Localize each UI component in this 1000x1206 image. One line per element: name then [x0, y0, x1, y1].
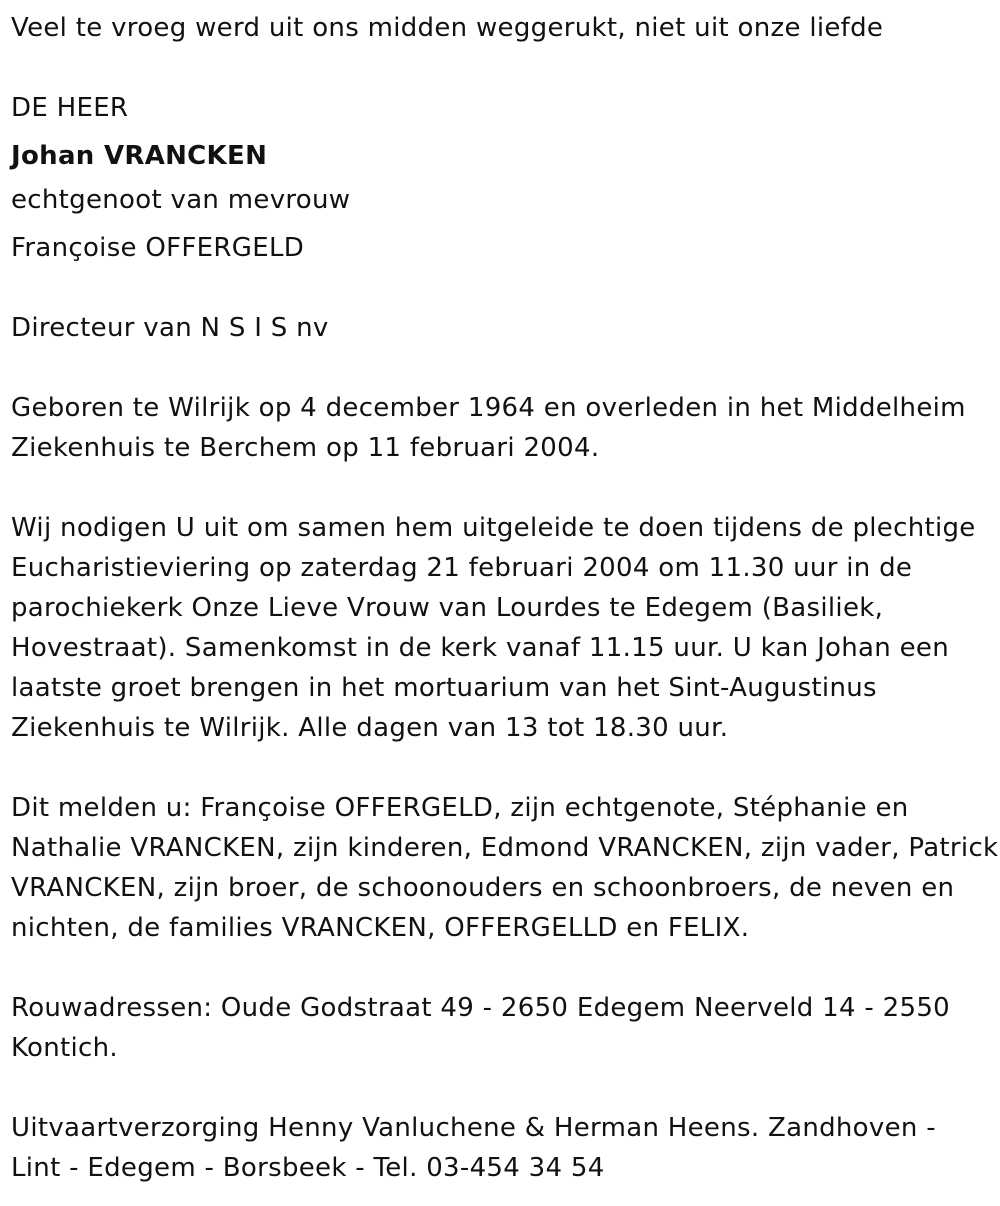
occupation-line: Directeur van N S I S nv: [11, 313, 329, 343]
paragraph-line: Hovestraat). Samenkomst in de kerk vanaf 11.15 uur. U kan Johan een: [11, 633, 949, 663]
funeral-home-paragraph: [11, 1108, 991, 1188]
paragraph-line: Kontich.: [11, 1033, 118, 1063]
paragraph-line: Geboren te Wilrijk op 4 december 1964 en overleden in het Middelheim: [11, 393, 966, 423]
paragraph-line: Lint - Edegem - Borsbeek - Tel. 03-454 34 54: [11, 1153, 605, 1183]
spacer: [11, 48, 991, 88]
spacer: [11, 348, 991, 388]
addresses-paragraph: [11, 988, 991, 1068]
spacer: [11, 468, 991, 508]
honorific-title: DE HEER: [11, 93, 129, 123]
obituary-notice: [11, 8, 999, 1188]
deceased-name: Johan VRANCKEN: [11, 141, 268, 171]
paragraph-line: Nathalie VRANCKEN, zijn kinderen, Edmond VRANCKEN, zijn vader, Patrick: [11, 833, 999, 863]
ceremony-paragraph: [11, 508, 991, 748]
spacer: [11, 268, 991, 308]
paragraph-line: Wij nodigen U uit om samen hem uitgeleide te doen tijdens de plechtige: [11, 513, 976, 543]
paragraph-line: Dit melden u: Françoise OFFERGELD, zijn echtgenote, Stéphanie en: [11, 793, 909, 823]
paragraph-line: Ziekenhuis te Berchem op 11 februari 2004.: [11, 433, 600, 463]
paragraph-line: nichten, de families VRANCKEN, OFFERGELLD en FELIX.: [11, 913, 750, 943]
spacer: [11, 948, 991, 988]
birth-death-paragraph: [11, 388, 991, 468]
paragraph-line: Ziekenhuis te Wilrijk. Alle dagen van 13 tot 18.30 uur.: [11, 713, 729, 743]
opening-line: Veel te vroeg werd uit ons midden weggerukt, niet uit onze liefde: [11, 13, 884, 43]
spacer: [11, 748, 991, 788]
spouse-name: Françoise OFFERGELD: [11, 233, 305, 263]
announcers-paragraph: [11, 788, 999, 948]
paragraph-line: VRANCKEN, zijn broer, de schoonouders en schoonbroers, de neven en: [11, 873, 955, 903]
paragraph-line: Uitvaartverzorging Henny Vanluchene & Herman Heens. Zandhoven -: [11, 1113, 936, 1143]
paragraph-line: Eucharistieviering op zaterdag 21 februari 2004 om 11.30 uur in de: [11, 553, 913, 583]
spacer: [11, 1068, 991, 1108]
paragraph-line: Rouwadressen: Oude Godstraat 49 - 2650 Edegem Neerveld 14 - 2550: [11, 993, 951, 1023]
paragraph-line: laatste groet brengen in het mortuarium van het Sint-Augustinus: [11, 673, 877, 703]
paragraph-line: parochiekerk Onze Lieve Vrouw van Lourdes te Edegem (Basiliek,: [11, 593, 884, 623]
spouse-intro: echtgenoot van mevrouw: [11, 185, 351, 215]
